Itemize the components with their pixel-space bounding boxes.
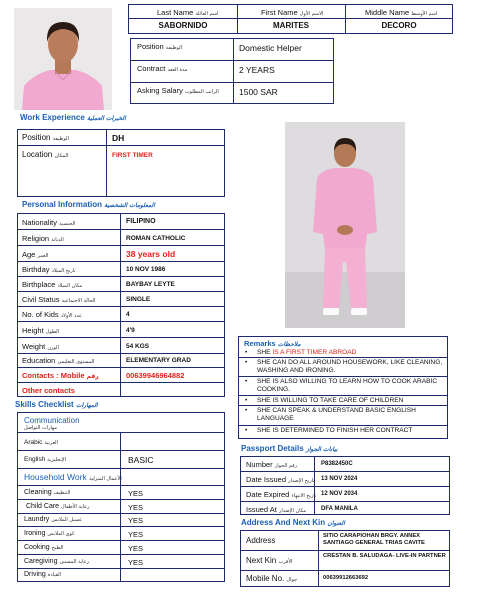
- cleaning-value: YES: [128, 489, 144, 498]
- contacts-value: 00639946964882: [126, 371, 185, 380]
- ironing-label: Ironing كوي الملابس: [24, 530, 75, 537]
- birthday-label: Birthday تاريخ الميلاد: [22, 265, 76, 274]
- skills-title: Skills Checklist المهارات: [15, 400, 98, 409]
- english-value: BASIC: [128, 455, 154, 465]
- full-body-photo: [285, 122, 405, 328]
- we-location-label: Location المكان: [22, 150, 69, 159]
- passport-table: [240, 456, 450, 515]
- kids-label: No. of Kids عدد الأولاد: [22, 310, 82, 319]
- nationality-label: Nationality الجنسية: [22, 218, 76, 227]
- remark-item: • SHE IS DETERMINED TO FINISH HER CONTRACT: [245, 427, 413, 434]
- arabic-label: Arabic العربية: [24, 439, 58, 446]
- remarks-box: [238, 336, 448, 439]
- height-value: 4'9: [126, 327, 135, 334]
- ironing-value: YES: [128, 530, 144, 539]
- first-name-value: MARITES: [273, 21, 309, 30]
- birthday-value: 10 NOV 1986: [126, 266, 166, 273]
- last-name-value: SABORNIDO: [158, 21, 208, 30]
- position-value: Domestic Helper: [239, 43, 302, 53]
- birthplace-label: Birthplace مكان الميلاد: [22, 280, 83, 289]
- kids-value: 4: [126, 311, 130, 318]
- date-issued-label: Date Issued تاريخ الإصدار: [246, 475, 315, 484]
- date-expired-label: Date Expired تاريخ الانتهاء: [246, 490, 317, 499]
- laundry-value: YES: [128, 516, 144, 525]
- cleaning-label: Cleaning التنظيف: [24, 489, 71, 496]
- weight-label: Weight الوزن: [22, 342, 59, 351]
- english-label: English الإنجليزية: [24, 456, 66, 463]
- contract-value: 2 YEARS: [239, 65, 275, 75]
- driving-label: Driving القيادة: [24, 571, 62, 578]
- remark-item: • SHE IS ALSO WILLING TO LEARN HOW TO COOK ARABIC COOKING.: [239, 377, 447, 396]
- first-name-label: First Name الاسم الأول: [261, 8, 324, 17]
- skills-table: [17, 412, 225, 582]
- address-title: Address And Next Kin العنوان: [241, 518, 345, 527]
- issued-at-label: Issued At مكان الإصدار: [246, 505, 307, 514]
- portrait-photo: [14, 8, 112, 110]
- position-label: Position الوظيفة: [137, 42, 182, 51]
- middle-name-label: Middle Name اسم الأوسط: [365, 8, 438, 17]
- remarks-title: Remarks ملاحظات: [244, 339, 301, 348]
- remark-item: • SHE CAN SPEAK & UNDERSTAND BASIC ENGLISH LANGUAGE: [239, 406, 447, 426]
- caregiving-value: YES: [128, 558, 144, 567]
- civil-status-label: Civil Status الحالة الاجتماعية: [22, 295, 96, 304]
- remark-item: • SHE IS WILLING TO TAKE CARE OF CHILDREN: [239, 396, 447, 406]
- contacts-label: Contacts : Mobile رقم: [22, 371, 99, 380]
- remark-item: • SHE IS A FIRST TIMER ABROAD: [239, 348, 447, 358]
- last-name-label: Last Name اسم العائلة: [157, 8, 219, 17]
- education-label: Education المستوى التعليمي: [22, 356, 95, 365]
- mobile-value: 00639912663692: [323, 575, 369, 581]
- address-label: Address: [246, 536, 276, 545]
- child-care-value: YES: [128, 503, 144, 512]
- next-kin-label: Next Kin الأقرب: [246, 556, 293, 565]
- passport-title: Passport Details بيانات الجواز: [241, 444, 338, 453]
- passport-number-value: P8382450C: [321, 461, 353, 467]
- we-location-value: FIRST TIMER: [112, 152, 153, 159]
- height-label: Height الطول: [22, 326, 60, 335]
- contract-label: Contract مدة العقد: [137, 64, 188, 73]
- salary-value: 1500 SAR: [239, 87, 278, 97]
- weight-value: 54 KGS: [126, 343, 150, 350]
- work-experience-table: [17, 129, 225, 197]
- personal-info-title: Personal Information المعلومات الشخصية: [22, 200, 155, 209]
- work-experience-title: Work Experience الخبرات العملية: [20, 113, 126, 122]
- laundry-label: Laundry غسيل الملابس: [24, 516, 82, 523]
- cooking-label: Cooking الطبخ: [24, 544, 64, 551]
- communication-ar: مهارات التواصل: [24, 425, 58, 431]
- middle-name-value: DECORO: [381, 21, 417, 30]
- personal-info-table: [17, 213, 225, 397]
- date-expired-value: 12 NOV 2034: [321, 491, 358, 497]
- mobile-label: Mobile No. جوال: [246, 574, 298, 583]
- caregiving-label: Caregiving رعاية المسنين: [24, 558, 90, 565]
- address-table: [240, 530, 450, 587]
- name-table: [128, 4, 453, 34]
- religion-value: ROMAN CATHOLIC: [126, 235, 186, 242]
- job-table: [130, 38, 334, 104]
- salary-label: Asking Salary الراتب المطلوب: [137, 86, 219, 95]
- other-contacts-label: Other contacts: [22, 386, 75, 395]
- we-position-label: Position الوظيفة: [22, 133, 69, 142]
- nationality-value: FILIPINO: [126, 218, 156, 225]
- we-position-value: DH: [112, 133, 125, 143]
- address-value: SITIO CARAPIOHAN BRGY. ANNEX SANTIAGO GENERAL TRIAS CAVITE: [323, 533, 425, 546]
- issued-at-value: DFA MANILA: [321, 506, 358, 512]
- religion-label: Religion الديانة: [22, 234, 64, 243]
- birthplace-value: BAYBAY LEYTE: [126, 281, 175, 288]
- cooking-value: YES: [128, 544, 144, 553]
- education-value: ELEMENTARY GRAD: [126, 357, 191, 364]
- age-label: Age العمر: [22, 250, 49, 259]
- child-care-label: Child Care رعاية الأطفال: [26, 503, 90, 510]
- communication-label: Communication: [24, 416, 80, 425]
- civil-status-value: SINGLE: [126, 296, 151, 303]
- age-value: 38 years old: [126, 249, 176, 259]
- next-kin-value: CRESTAN B. SALUDAGA- LIVE-IN PARTNER: [323, 553, 446, 559]
- household-label: Household Work الأعمال المنزلية: [24, 472, 122, 482]
- date-issued-value: 13 NOV 2024: [321, 476, 358, 482]
- passport-number-label: Number رقم الجواز: [246, 460, 298, 469]
- remark-item: • SHE CAN DO ALL AROUND HOUSEWORK, LIKE CLEANING, WASHING AND IRONING.: [239, 358, 447, 377]
